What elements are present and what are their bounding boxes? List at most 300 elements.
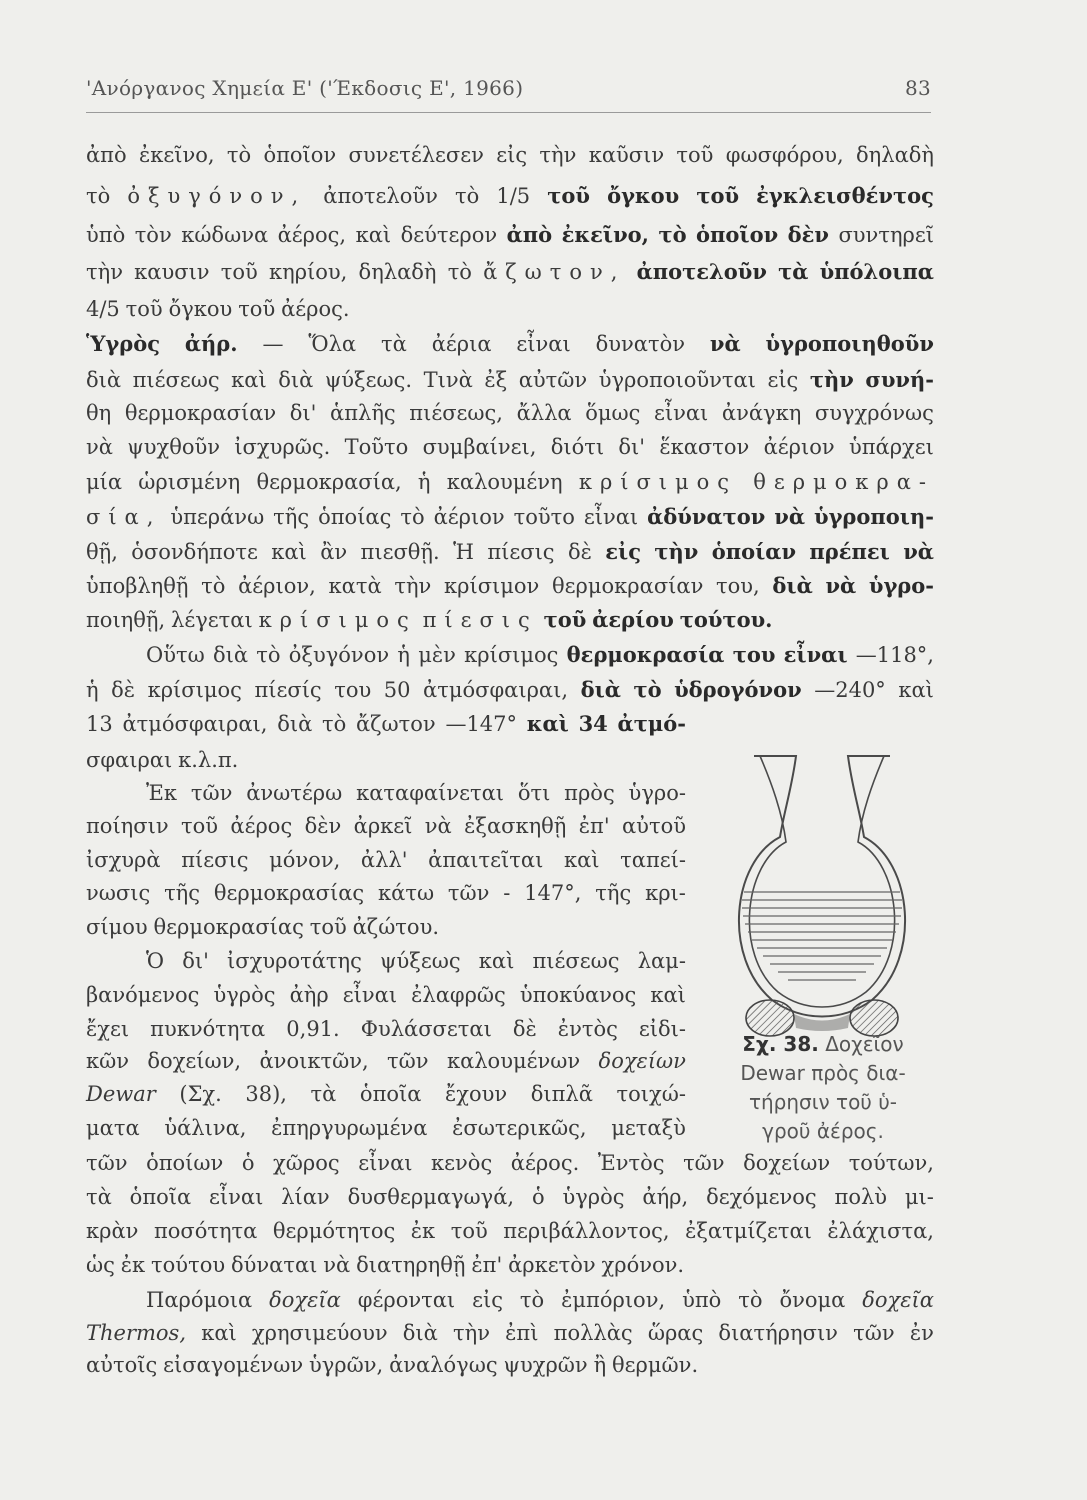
word: ἀνάγκη <box>721 401 802 425</box>
word: καλουμένων <box>446 1049 581 1073</box>
word: καὶ <box>201 1321 237 1345</box>
word: Ὁ <box>146 949 165 973</box>
word: τὰ <box>778 259 809 284</box>
text-line <box>86 1014 686 1044</box>
word: ἐκ <box>410 1219 436 1243</box>
word: εἶναι <box>516 332 571 356</box>
word: τὸ <box>519 1288 545 1312</box>
word: εἶναι <box>209 1185 264 1209</box>
word: συνετέλεσεν <box>348 143 484 167</box>
word: τὸ <box>321 712 347 736</box>
word: νωσις <box>86 881 151 905</box>
word: τοῦ <box>676 143 714 167</box>
word: 0,91. <box>286 1017 340 1041</box>
text-line <box>86 709 686 739</box>
word: τὸ <box>256 643 281 667</box>
word: συμβαίνει, <box>422 435 537 459</box>
word: ἀὴρ <box>289 983 329 1007</box>
word: ἰσχυροτάτης <box>227 949 362 973</box>
word: Thermos, <box>86 1321 187 1345</box>
word: 13 <box>86 712 113 736</box>
word: ἡ <box>86 678 99 702</box>
word: δοχείων, <box>147 1049 242 1073</box>
word: δηλαδὴ <box>358 260 437 284</box>
word: τῶν <box>683 1151 725 1175</box>
word: ἀτμόσφαιραι, <box>423 678 569 702</box>
word: κατὰ <box>328 574 382 598</box>
word: κρίσιμον <box>443 574 540 598</box>
word: ἢ <box>593 1353 607 1377</box>
word: πίεσις <box>487 540 555 564</box>
word: ἐγκλεισθέντος <box>756 183 934 208</box>
word: τὸ <box>633 677 662 702</box>
word: τὰ <box>86 1185 112 1209</box>
word: ἐμπόριον, <box>561 1288 666 1312</box>
word: τοῦ <box>547 183 590 208</box>
word: δηλαδὴ <box>856 143 934 167</box>
text-line <box>86 537 934 567</box>
word: ἀήρ, <box>642 1185 689 1209</box>
word: καὶ <box>563 848 600 872</box>
word: 50 <box>383 678 411 702</box>
text-line <box>86 398 934 428</box>
word: περιβάλλοντος, <box>503 1219 670 1243</box>
word: ἐξ <box>484 368 508 392</box>
word: Παρόμοια <box>146 1288 253 1312</box>
word: ποίησιν <box>86 814 169 838</box>
word: ὡρισμένη <box>138 470 241 494</box>
word: Dewar <box>86 1082 156 1106</box>
word: τὸ <box>400 505 425 529</box>
word: κῶν <box>86 1049 130 1073</box>
word: ἐλάχιστα, <box>827 1219 934 1243</box>
word: εἶναι <box>783 642 848 667</box>
word: ἐντὸς <box>557 1017 618 1041</box>
word: ἀέριον, <box>238 574 316 598</box>
text-line <box>86 1046 686 1076</box>
word: δοχεῖα <box>269 1288 341 1312</box>
word: δὲ <box>512 1017 537 1041</box>
word: ἐκεῖνο, <box>561 222 649 247</box>
word: ὁποῖον <box>696 222 779 247</box>
word: εἰς <box>496 143 528 167</box>
word: πρέπει <box>809 539 890 564</box>
word: 34 <box>578 711 608 736</box>
word: ἀτμό- <box>617 711 686 736</box>
word: ὁποίων <box>146 1151 224 1175</box>
word: ὑποβληθῇ <box>86 574 189 598</box>
word: ἐπηργυρωμένα <box>271 1116 428 1140</box>
word: τὴν <box>394 574 432 598</box>
word: διὰ <box>580 677 621 702</box>
text-line <box>86 467 934 497</box>
text-line <box>146 640 934 670</box>
word: βανόμενος <box>86 983 200 1007</box>
word: ἀέρος. <box>281 297 350 321</box>
word: δι' <box>182 949 209 973</box>
text-line <box>146 778 686 808</box>
word: εἰς <box>472 1288 503 1312</box>
word: ὑπεράνω <box>170 505 265 529</box>
word: διπλᾶ <box>530 1082 593 1106</box>
word: τοῦτο <box>513 505 575 529</box>
word: ἄλλα <box>516 401 572 425</box>
word: ὡς <box>86 1253 115 1277</box>
word: ὄνομα <box>779 1288 846 1312</box>
word: ὑάλινα, <box>164 1116 247 1140</box>
word: ταπεί- <box>620 848 686 872</box>
word: εἰσαγομένων <box>163 1353 304 1377</box>
word: τῆς <box>164 881 201 905</box>
word: ὑπάρχει <box>848 435 934 459</box>
word: αὐτοῦ <box>622 814 686 838</box>
word: θερμότητος <box>272 1219 396 1243</box>
word: τὰ <box>381 332 407 356</box>
word: ἀδύνατον <box>647 504 766 529</box>
word: τοῦ <box>180 814 219 838</box>
word: μὲν <box>418 643 456 667</box>
word: διὰ <box>772 573 813 598</box>
text-line <box>86 675 934 705</box>
text-line <box>86 845 686 875</box>
word: ὁποῖα <box>129 1185 192 1209</box>
word: δεύτερον <box>400 223 498 247</box>
word: εἰδι- <box>638 1017 686 1041</box>
word: θερμῶν. <box>612 1353 699 1377</box>
text-line <box>86 1216 934 1246</box>
word: πολλὰς <box>553 1321 633 1345</box>
word: μόνον, <box>269 848 341 872</box>
word: μία <box>86 470 123 494</box>
word: διὰ <box>277 712 313 736</box>
word: πίεσις <box>422 608 538 632</box>
text-line <box>86 220 934 250</box>
word: πιεσθῇ. <box>360 540 440 564</box>
word: τούτου. <box>679 607 773 632</box>
word: —147° <box>445 712 518 736</box>
text-line <box>86 1182 934 1212</box>
word: θη <box>86 401 112 425</box>
word: δοχεῖα <box>862 1288 934 1312</box>
word: μι- <box>904 1185 934 1209</box>
word: πίεσις <box>181 848 249 872</box>
word: ἐσωτερικῶς, <box>452 1116 587 1140</box>
word: ἄζωτον, <box>483 260 626 284</box>
word: κρίσιμος <box>258 608 417 632</box>
word: —118°, <box>855 643 934 667</box>
word: τούτων, <box>848 1151 934 1175</box>
word: ἀναλόγως <box>389 1353 498 1377</box>
word: ματα <box>86 1116 140 1140</box>
word: ὁποῖον <box>263 143 337 167</box>
word: δοχείων <box>598 1049 686 1073</box>
text-line <box>146 1285 934 1315</box>
word: δυσθερμαγωγά, <box>347 1185 515 1209</box>
running-title: 'Ανόργανος Χημεία Ε' ('Έκδοσις Ε', 1966) <box>86 76 524 100</box>
word: πιέσεως <box>132 368 220 392</box>
word: τούτου <box>151 1253 226 1277</box>
word: ὁποίας <box>318 505 392 529</box>
caption-text: Δοχεῖον <box>825 1032 904 1056</box>
word: ποσότητα <box>153 1219 258 1243</box>
word: ψυχρῶν <box>503 1353 588 1377</box>
word: θερμοκρασία, <box>256 470 402 494</box>
word: πίεσίς <box>254 678 322 702</box>
word: Ἐντὸς <box>597 1151 665 1175</box>
word: ὄγκου <box>607 183 680 208</box>
word: ὁ <box>241 1151 255 1175</box>
word: ἀπὸ <box>86 143 127 167</box>
word: Ἡ <box>453 540 474 564</box>
word: - <box>503 881 511 905</box>
word: θερμοκρασίας <box>153 915 304 939</box>
text-line <box>86 1318 934 1348</box>
word: ὑγρῶν, <box>308 1353 384 1377</box>
liquid-air <box>742 892 902 980</box>
word: ὑπὸ <box>86 223 126 247</box>
word: καὶ <box>271 540 307 564</box>
word: ἐπὶ <box>505 1321 539 1345</box>
text-line <box>86 257 934 287</box>
word: καυσιν <box>134 260 210 284</box>
word: ἰσχυρῶς. <box>234 435 331 459</box>
word: ἀέρος <box>230 814 293 838</box>
text-line <box>86 294 934 324</box>
text-line <box>86 365 934 395</box>
word: ὑγροποιη- <box>814 504 934 529</box>
word: ἀτμόσφαιραι, <box>122 712 268 736</box>
word: διὰ <box>86 368 122 392</box>
text-line <box>86 878 686 908</box>
word: τοῦ <box>309 915 347 939</box>
word: ὁσονδήποτε <box>131 540 258 564</box>
word: τὴν <box>86 260 123 284</box>
word: νὰ <box>709 331 741 356</box>
word: ψύξεως. <box>324 368 413 392</box>
word: καταφαίνεται <box>356 781 504 805</box>
word: ἐν <box>909 1321 934 1345</box>
text-line <box>86 571 934 601</box>
word: ἰσχυρὰ <box>86 848 161 872</box>
inner-wall <box>749 756 894 1007</box>
word: ὑποκύανος <box>519 983 637 1007</box>
word: τὴν <box>654 539 699 564</box>
word: δὲ <box>567 540 592 564</box>
word: ὀξυγόνον, <box>127 184 307 208</box>
word: καὶ <box>355 223 392 247</box>
word: εἰς <box>605 539 641 564</box>
word: τῶν <box>447 881 490 905</box>
word: καὶ <box>231 368 267 392</box>
word: ἀρκεῖ <box>353 814 413 838</box>
word: ὀξυγόνον <box>288 643 390 667</box>
word: τῶν <box>853 1321 895 1345</box>
word: καῦσιν <box>588 143 665 167</box>
word: δὲν <box>787 222 829 247</box>
word: πρὸς <box>564 781 615 805</box>
word: ἀέρος. <box>510 1151 580 1175</box>
word: καὶ <box>650 983 686 1007</box>
word: Ὑγρὸς <box>86 331 160 356</box>
word: μεταξὺ <box>611 1116 686 1140</box>
word: τὸ <box>226 143 252 167</box>
text-line <box>86 432 934 462</box>
word: κρίσιμος <box>464 643 559 667</box>
word: τὸ <box>658 222 687 247</box>
word: ἀέριον <box>763 435 835 459</box>
word: ὁποίαν <box>711 539 797 564</box>
word: ἀποτελοῦν <box>323 184 438 208</box>
word: σίμου <box>86 915 148 939</box>
word: τὸ <box>447 260 472 284</box>
word: κ.λ.π. <box>178 748 239 772</box>
word: πυκνότητα <box>150 1017 266 1041</box>
word: ἀποτελοῦν <box>636 259 767 284</box>
word: ἀπαιτεῖται <box>428 848 544 872</box>
word: εἶναι <box>342 983 398 1007</box>
word: ὁποῖα <box>359 1082 422 1106</box>
word: δεχόμενος <box>706 1185 817 1209</box>
word: πιέσεως <box>532 949 620 973</box>
word: ἔχει <box>86 1017 130 1041</box>
word: ἔχουν <box>445 1082 508 1106</box>
word: τὸ <box>201 574 226 598</box>
word: καὶ <box>526 711 569 736</box>
word: Τοῦτο <box>344 435 409 459</box>
word: ἀέρια <box>431 332 492 356</box>
word: ἐξατμίζεται <box>685 1219 812 1243</box>
word: τῶν <box>86 1151 128 1175</box>
word: διὰ <box>402 1321 438 1345</box>
word: του <box>732 642 776 667</box>
text-line <box>86 605 934 635</box>
word: εἶναι <box>583 505 639 529</box>
word: κάτω <box>378 881 435 905</box>
word: Φυλάσσεται <box>360 1017 492 1041</box>
word: σφαιραι <box>86 748 173 772</box>
word: ἀζώτου. <box>352 915 440 939</box>
word: του, <box>716 574 760 598</box>
word: αὐτοῖς <box>86 1353 158 1377</box>
word: πιέσεως, <box>409 401 503 425</box>
word: δι' <box>618 435 646 459</box>
word: ὑγρὸς <box>562 1185 625 1209</box>
word: συνή- <box>865 367 934 392</box>
word: χρόνον. <box>601 1253 685 1277</box>
word: κρὰν <box>86 1219 139 1243</box>
word: 147°, <box>524 881 582 905</box>
word: καὶ <box>478 949 515 973</box>
word: κηρίου, <box>268 260 348 284</box>
word: Ὅλα <box>308 332 357 356</box>
word: φέρονται <box>357 1288 456 1312</box>
word: τὸ <box>455 184 480 208</box>
word: ὄγκου <box>168 297 233 321</box>
word: θερμοκρασίαν <box>552 574 704 598</box>
word: ἀερίου <box>592 607 674 632</box>
word: τοῦ <box>220 260 258 284</box>
word: τὰ <box>310 1082 337 1106</box>
word: ὅτι <box>517 781 551 805</box>
word: ἐξασκηθῇ <box>464 814 567 838</box>
word: 38), <box>245 1082 287 1106</box>
word: νὰ <box>86 435 113 459</box>
word: ὁ <box>531 1185 545 1209</box>
word: εἰς <box>767 368 799 392</box>
word: δι' <box>289 401 317 425</box>
word: ἡ <box>397 643 410 667</box>
text-line <box>146 946 686 976</box>
word: ἐκ <box>120 1253 146 1277</box>
word: κώδωνα <box>181 223 269 247</box>
caption-line: γροῦ ἀέρος. <box>762 1119 884 1143</box>
word: διότι <box>550 435 605 459</box>
word: κενὸς <box>431 1151 493 1175</box>
word: καὶ <box>898 678 934 702</box>
word: διατήρησιν <box>718 1321 838 1345</box>
word: —240° <box>814 678 886 702</box>
word: χῶρος <box>273 1151 340 1175</box>
word: τὴν <box>539 143 577 167</box>
text-line <box>86 502 934 532</box>
word: ἐκεῖνο, <box>138 143 215 167</box>
word: τὴν <box>809 367 854 392</box>
text-line <box>86 811 686 841</box>
word: τοῦ <box>696 183 740 208</box>
word: κρι- <box>645 881 686 905</box>
text-line <box>86 1350 934 1380</box>
page-header <box>86 76 931 110</box>
word: δύναται <box>230 1253 318 1277</box>
figure-dewar-flask <box>712 742 934 1182</box>
word: θερμοκρα- <box>753 470 934 494</box>
word: λίαν <box>281 1185 330 1209</box>
word: αὐτῶν <box>518 368 588 392</box>
word: ὑγρὸς <box>213 983 276 1007</box>
word: νὰ <box>774 504 806 529</box>
word: ἐπ' <box>471 1253 503 1277</box>
word: πολὺ <box>834 1185 888 1209</box>
word: τοιχώ- <box>616 1082 686 1106</box>
word: τοῦ <box>543 607 587 632</box>
word: του <box>334 678 372 702</box>
word: 4/5 <box>86 297 120 321</box>
word: ἀπὸ <box>506 222 553 247</box>
word: ὑγροποιηθοῦν <box>765 331 934 356</box>
word: ἡ <box>417 470 431 494</box>
word: εἶναι <box>358 1151 413 1175</box>
word: ψύξεως <box>380 949 461 973</box>
text-line <box>86 329 934 359</box>
dewar-flask-illustration <box>712 742 934 1042</box>
word: τῶν <box>387 1049 429 1073</box>
caption-line <box>712 1030 934 1059</box>
word: ἄζωτον <box>355 712 436 736</box>
word: ὑπόλοιπα <box>819 259 934 284</box>
word: ἀέρος, <box>277 223 347 247</box>
text-line <box>86 980 686 1010</box>
word: δὲν <box>304 814 342 838</box>
word: θῇ, <box>86 540 118 564</box>
text-line <box>86 181 934 211</box>
word: ἀέριον <box>433 505 505 529</box>
word: νὰ <box>903 539 934 564</box>
word: θερμοκρασίαν <box>124 401 277 425</box>
figure-label: Σχ. 38. <box>742 1032 819 1056</box>
word: ἀρκετὸν <box>508 1253 596 1277</box>
word: συγχρόνως <box>814 401 934 425</box>
word: ἐλαφρῶς <box>411 983 506 1007</box>
